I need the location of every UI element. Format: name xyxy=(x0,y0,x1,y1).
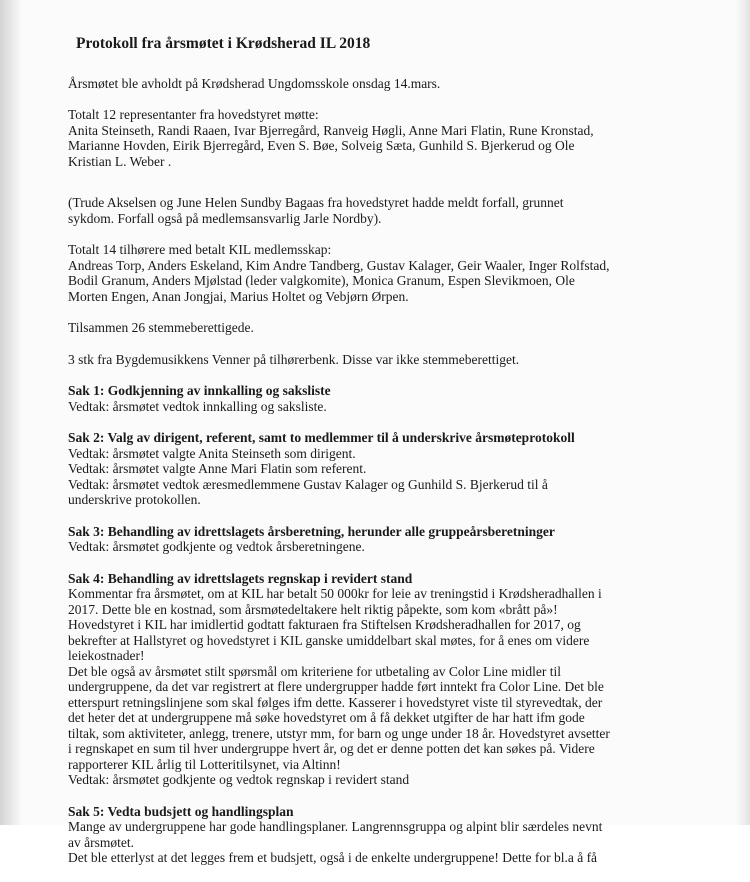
text-line: Totalt 12 representanter fra hovedstyret møtte: xyxy=(68,107,319,122)
text-line: Tilsammen 26 stemmeberettigede. xyxy=(68,320,254,335)
sak5-heading: Sak 5: Vedta budsjett og handlingsplan xyxy=(68,803,294,819)
sak3-section xyxy=(68,524,728,555)
text-line: Det ble etterlyst at det legges frem et budsjett, også i de enkelte undergruppene! Dette for bl.a å få xyxy=(68,850,598,865)
text-line: Vedtak: årsmøtet godkjente og vedtok årsberetningene. xyxy=(68,539,365,554)
text-line: tiltak, som aktiviteter, anlegg, trenere, utstyr mm, for barn og unge under 18 år. Hovedstyret avsetter xyxy=(68,725,610,741)
sak4-heading: Sak 4: Behandling av idrettslagets regnskap i revidert stand xyxy=(68,570,413,586)
text-line: Vedtak: årsmøtet godkjente og vedtok regnskap i revidert stand xyxy=(68,772,410,787)
text-line: undergruppene, da det var registrert at flere undergrupper hadde ført inntekt fra Color Line. Det ble xyxy=(68,679,604,694)
tilsammen-paragraph xyxy=(68,320,728,336)
document-body xyxy=(68,36,728,882)
text-line: Bodil Granum, Anders Mjølstad (leder valgkomite), Monica Granum, Espen Slevikmoen, Ole xyxy=(68,273,575,288)
text-line: bekrefter at Hallstyret og hovedstyret i KIL ganske umiddelbart skal møtes, for å enes om videre xyxy=(68,632,590,648)
bygdemusikk-paragraph xyxy=(68,352,728,368)
text-line: Morten Engen, Anan Jongjai, Marius Holtet og Vebjørn Ørpen. xyxy=(68,288,409,304)
text-line: i regnskapet en sum til hver undergruppe hvert år, og det er denne potten det kan søkes på. Videre xyxy=(68,741,595,756)
tilhorere-paragraph xyxy=(68,242,728,304)
text-line: (Trude Akselsen og June Helen Sundby Bagaas fra hovedstyret hadde meldt forfall, grunnet xyxy=(68,195,564,210)
text-line: Andreas Torp, Anders Eskeland, Kim Andre Tandberg, Gustav Kalager, Geir Waaler, Inger Rolfstad, xyxy=(68,257,610,273)
text-line: etterspurt retningslinjene som skal følges ifm dette. Kasserer i hovedstyret viste til styrevedtak, der xyxy=(68,694,603,710)
sak1-section xyxy=(68,383,728,414)
text-line: rapporterer KIL årlig til Lotteritilsynet, via Altinn! xyxy=(68,756,341,772)
text-line: Vedtak: årsmøtet vedtok innkalling og saksliste. xyxy=(68,398,327,414)
text-line: Vedtak: årsmøtet valgte Anita Steinseth som dirigent. xyxy=(68,445,356,461)
document-title: Protokoll fra årsmøtet i Krødsherad IL 2018 xyxy=(76,35,371,52)
sak5-section xyxy=(68,804,728,866)
text-line: 2017. Dette ble en kostnad, som årsmøtedeltakere helt riktig påpekte, som kom «brått på»! xyxy=(68,601,558,617)
intro-paragraph xyxy=(68,76,728,92)
page-shadow-right xyxy=(736,0,750,825)
text-line: sykdom. Forfall også på medlemsansvarlig Jarle Nordby). xyxy=(68,210,382,226)
text-line: Kristian L. Weber . xyxy=(68,153,172,169)
sak3-heading: Sak 3: Behandling av idrettslagets årsberetning, herunder alle gruppeårsberetninger xyxy=(68,523,555,539)
forfall-paragraph xyxy=(68,195,728,226)
sak2-heading: Sak 2: Valg av dirigent, referent, samt to medlemmer til å underskrive årsmøteprotokoll xyxy=(68,430,575,445)
text-line: Kommentar fra årsmøtet, om at KIL har betalt 50 000kr for leie av treningstid i Krødsheradhallen i xyxy=(68,586,602,601)
text-line: Mange av undergruppene har gode handlingsplaner. Langrennsgruppa og alpint blir særdeles nevnt xyxy=(68,819,603,834)
text-line: Anita Steinseth, Randi Raaen, Ivar Bjerregård, Ranveig Høgli, Anne Mari Flatin, Rune Kronstad, xyxy=(68,122,594,138)
text-line: Vedtak: årsmøtet vedtok æresmedlemmene Gustav Kalager og Gunhild S. Bjerkerud til å xyxy=(68,476,548,492)
sak1-heading: Sak 1: Godkjenning av innkalling og saksliste xyxy=(68,383,331,398)
text-line: Årsmøtet ble avholdt på Krødsherad Ungdomsskole onsdag 14.mars. xyxy=(68,75,441,91)
sak2-section xyxy=(68,430,728,508)
sak4-section xyxy=(68,571,728,788)
text-line: det heter det at undergruppene må søke hovedstyret om å få dekket utgifter de har hatt ifm gode xyxy=(68,710,585,725)
text-line: Vedtak: årsmøtet valgte Anne Mari Flatin som referent. xyxy=(68,461,367,476)
text-line: Totalt 14 tilhørere med betalt KIL medlemsskap: xyxy=(68,242,332,257)
representanter-paragraph xyxy=(68,107,728,169)
text-line: av årsmøtet. xyxy=(68,834,134,850)
text-line: Marianne Hovden, Eirik Bjerregård, Even S. Bøe, Solveig Sæta, Gunhild S. Bjerkerud og Ole xyxy=(68,138,575,153)
text-line: 3 stk fra Bygdemusikkens Venner på tilhørerbenk. Disse var ikke stemmeberettiget. xyxy=(68,351,520,367)
text-line: Det ble også av årsmøtet stilt spørsmål om kriteriene for utbetaling av Color Line midler til xyxy=(68,663,562,679)
page-shadow-left xyxy=(0,0,22,825)
text-line: underskrive protokollen. xyxy=(68,492,201,507)
text-line: leiekostnader! xyxy=(68,648,145,663)
text-line: Hovedstyret i KIL har imidlertid godtatt fakturaen fra Stiftelsen Krødsheradhallen for 2017, og xyxy=(68,617,581,632)
